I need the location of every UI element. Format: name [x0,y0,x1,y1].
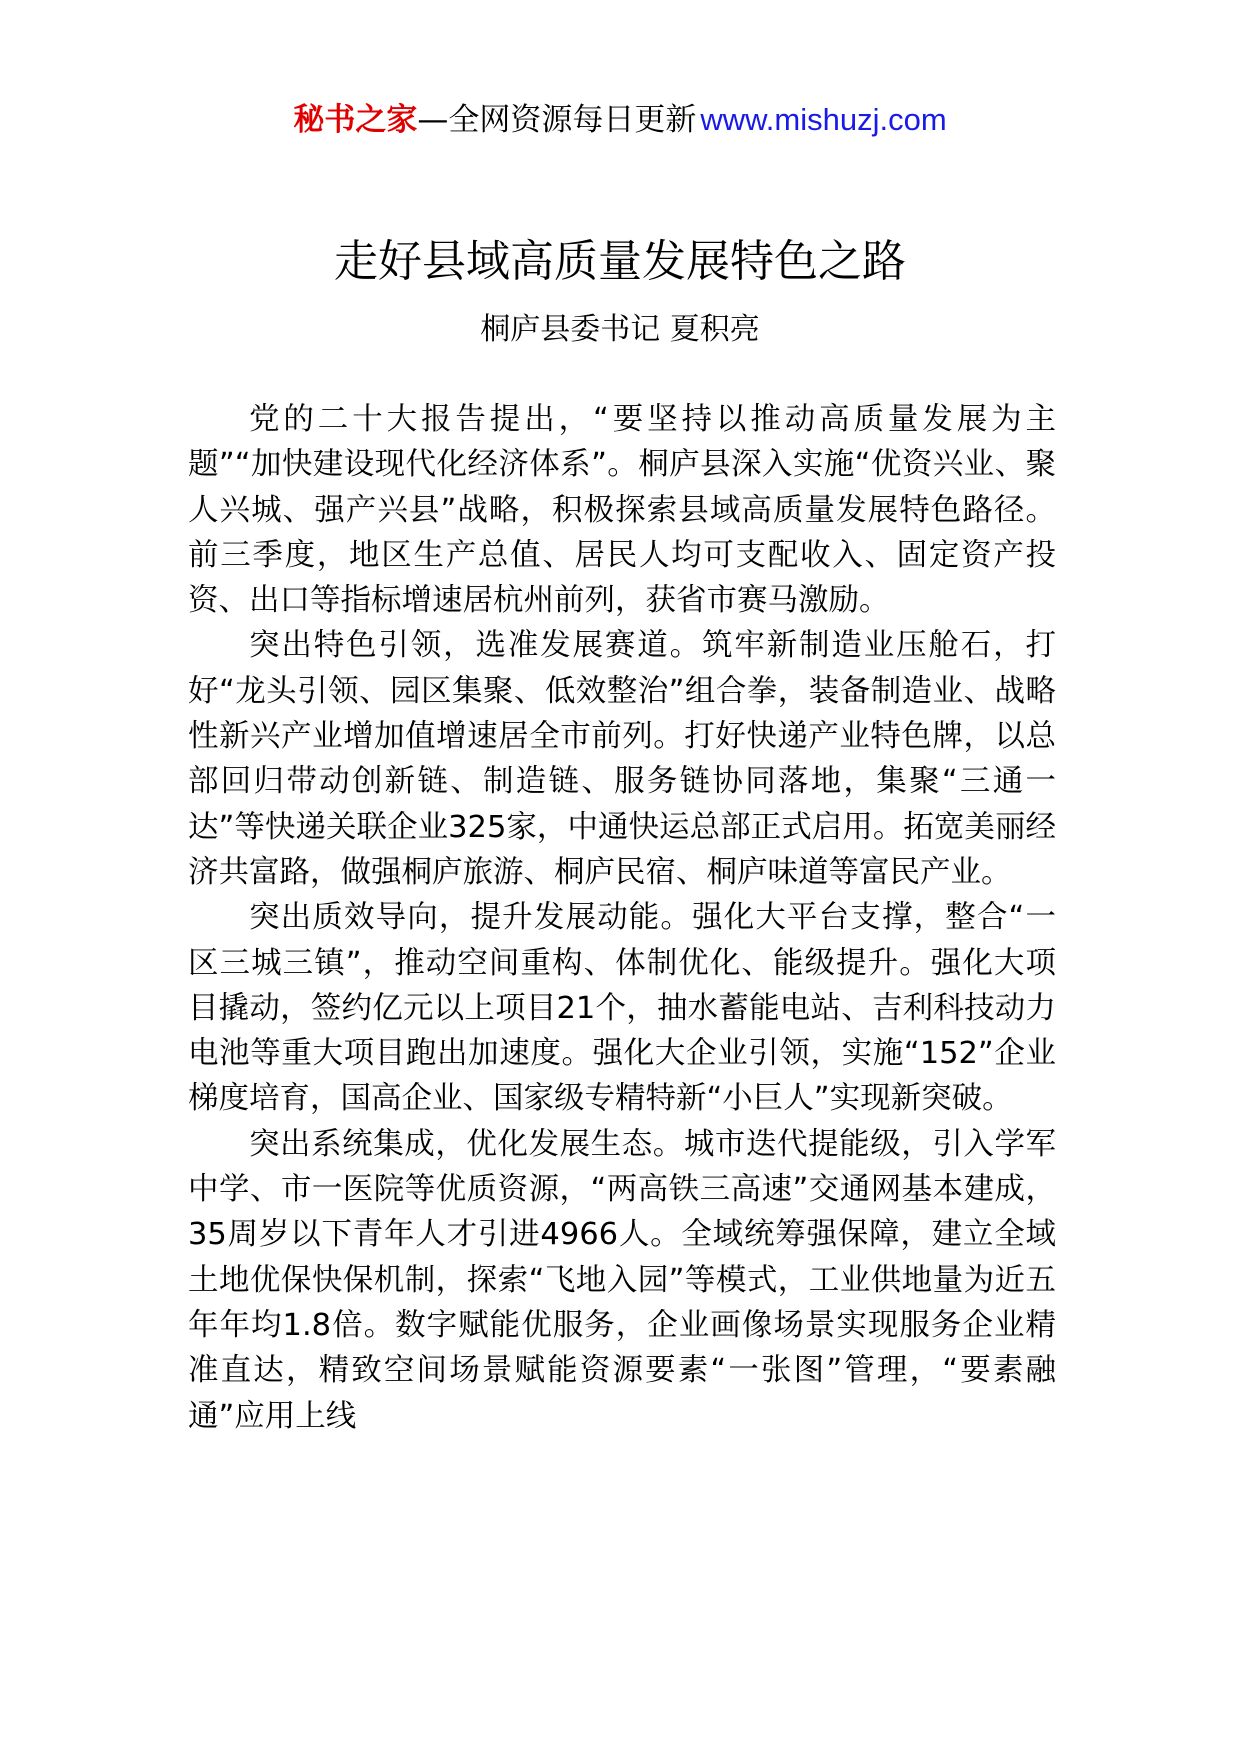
document-author: 桐庐县委书记 夏积亮 [480,312,760,347]
site-header [0,100,1240,140]
document-body [188,397,1056,1439]
paragraph: 党的二十大报告提出，“要坚持以推动高质量发展为主题”“加快建设现代化经济体系”。桐庐县深入实施“优资兴业、聚人兴城、强产兴县”战略，积极探索县域高质量发展特色路径。前三季度，地区生产总值、居民人均可支配收入、固定资产投资、出口等指标增速居杭州前列，获省市赛马激励。 [188,402,1056,619]
brand-name: 秘书之家 [293,102,418,138]
document-title: 走好县域高质量发展特色之路 [334,236,906,287]
site-url-link[interactable]: www.mishuzj.com [700,102,947,137]
paragraph: 突出特色引领，选准发展赛道。筑牢新制造业压舱石，打好“龙头引领、园区集聚、低效整治”组合拳，装备制造业、战略性新兴产业增加值增速居全市前列。打好快递产业特色牌，以总部回归带动创新链、制造链、服务链协同落地，集聚“三通一达”等快递关联企业325家，中通快运总部正式启用。拓宽美丽经济共富路，做强桐庐旅游、桐庐民宿、桐庐味道等富民产业。 [188,628,1056,890]
paragraph: 突出质效导向，提升发展动能。强化大平台支撑，整合“一区三城三镇”，推动空间重构、体制优化、能级提升。强化大项目撬动，签约亿元以上项目21个，抽水蓄能电站、吉利科技动力电池等重大项目跑出加速度。强化大企业引领，实施“152”企业梯度培育，国高企业、国家级专精特新“小巨人”实现新突破。 [188,900,1056,1117]
paragraph: 突出系统集成，优化发展生态。城市迭代提能级，引入学军中学、市一医院等优质资源，“两高铁三高速”交通网基本建成，35周岁以下青年人才引进4966人。全域统筹强保障，建立全域土地优保快保机制，探索“飞地入园”等模式，工业供地量为近五年年均1.8倍。数字赋能优服务，企业画像场景实现服务企业精准直达，精致空间场景赋能资源要素“一张图”管理，“要素融通”应用上线 [188,1126,1056,1434]
header-tagline: —全网资源每日更新 [417,102,697,138]
